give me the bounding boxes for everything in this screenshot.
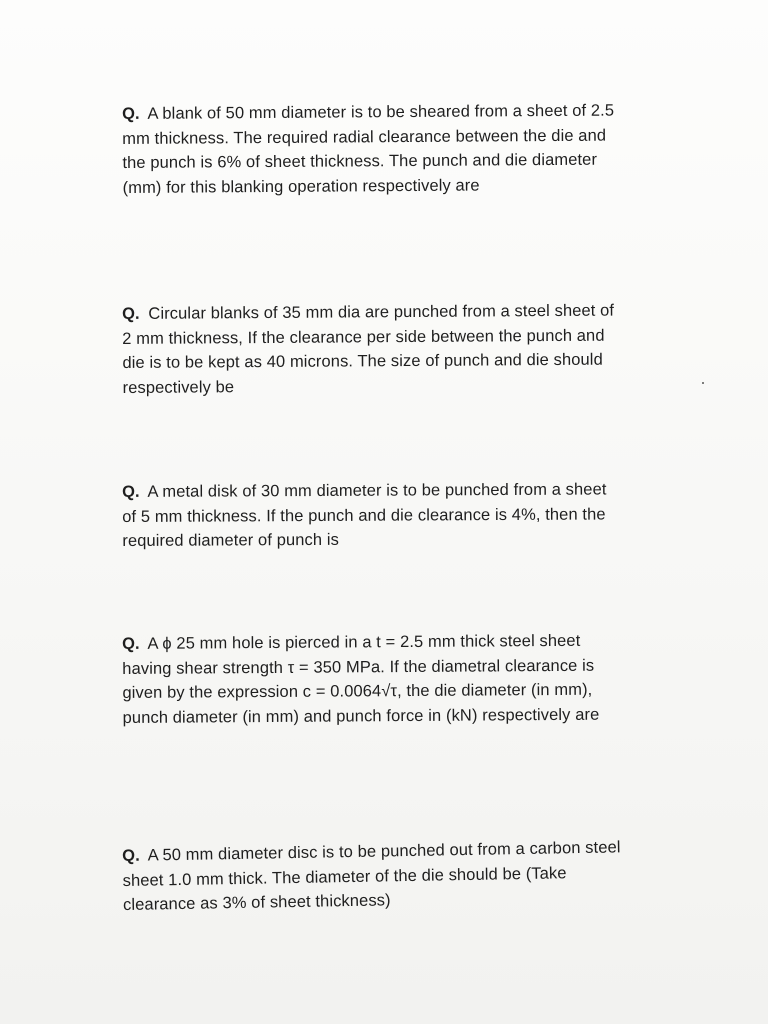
- question-prefix: Q.: [122, 104, 140, 123]
- question-prefix: Q.: [122, 482, 140, 501]
- question-prefix: Q.: [122, 634, 140, 653]
- question-3: [122, 477, 622, 553]
- question-text: A ϕ 25 mm hole is pierced in a t = 2.5 mm thick steel sheet having shear strength τ = 350 MPa. If the diametral clearance is given by the expression c = 0.0064√τ, the die diameter (in mm), punch diameter (in mm) and punch force in (kN) respectively are: [122, 631, 600, 727]
- question-text: A 50 mm diameter disc is to be punched out from a carbon steel sheet 1.0 mm thick. The diameter of the die should be (Take clearance as 3% of sheet thickness): [122, 838, 621, 914]
- question-1: [122, 99, 623, 200]
- question-text: Circular blanks of 35 mm dia are punched from a steel sheet of 2 mm thickness, If the clearance per side between the punch and die is to be kept as 40 microns. The size of punch and die should respectively be: [122, 301, 615, 397]
- question-text: A blank of 50 mm diameter is to be sheared from a sheet of 2.5 mm thickness. The required radial clearance between the die and the punch is 6% of sheet thickness. The punch and die diameter (mm) for this blanking operation respectively are: [122, 101, 615, 197]
- paper-speck: [702, 382, 704, 384]
- question-prefix: Q.: [122, 846, 140, 865]
- question-5: [122, 835, 623, 917]
- question-2: [122, 299, 623, 400]
- question-prefix: Q.: [122, 304, 140, 323]
- question-4: [122, 629, 623, 730]
- question-text: A metal disk of 30 mm diameter is to be punched from a sheet of 5 mm thickness. If the punch and die clearance is 4%, then the required diameter of punch is: [122, 480, 607, 550]
